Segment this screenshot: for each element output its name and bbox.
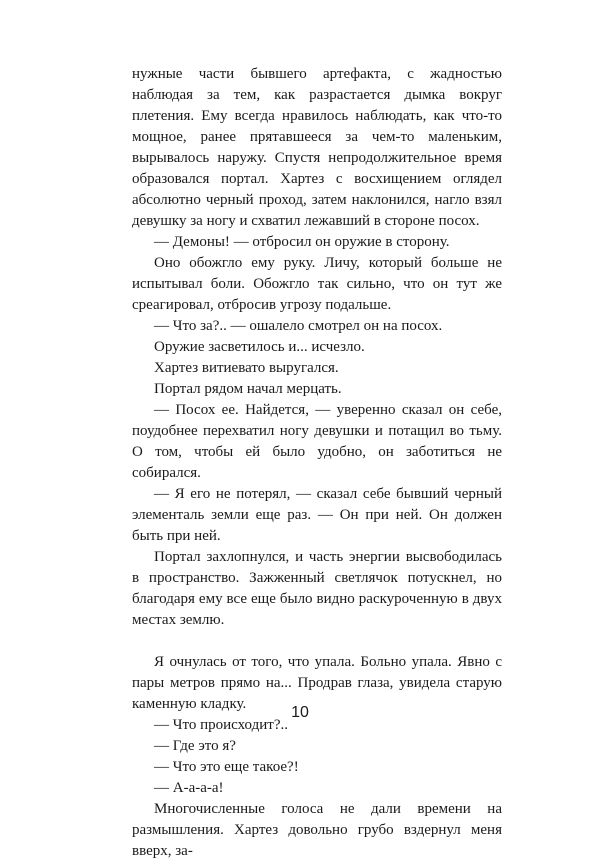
paragraph: Портал захлопнулся, и часть энергии высвободилась в пространство. Зажженный светлячок потускнел, но благодаря ему все еще было видно раскуроченную в двух местах землю.: [132, 549, 502, 628]
paragraph: Оно обожгло ему руку. Личу, который больше не испытывал боли. Обожгло так сильно, что он тут же среагировал, отбросив угрозу подальше.: [132, 255, 502, 313]
paragraph: — Что происходит?..: [154, 717, 288, 733]
paragraph: нужные части бывшего артефакта, с жадностью наблюдая за тем, как разрастается дымка вокруг плетения. Ему всегда нравилось наблюдать, как что-то мощное, ранее прятавшееся за чем-то маленьким, вырывалось наружу. Спустя непродолжительное время образовался портал. Хартез с восхищением оглядел абсолютно черный проход, затем наклонился, нагло взял девушку за ногу и схватил лежавший в стороне посох.: [132, 66, 502, 229]
page-number: 10: [291, 704, 309, 721]
paragraph: Многочисленные голоса не дали времени на размышления. Хартез довольно грубо вздернул меня вверх, за-: [132, 801, 502, 859]
paragraph: Оружие засветилось и... исчезло.: [154, 339, 365, 355]
paragraph: Хартез витиевато выругался.: [154, 360, 339, 376]
paragraph: Я очнулась от того, что упала. Больно упала. Явно с пары метров прямо на... Продрав глаза, увидела старую каменную кладку.: [132, 654, 502, 712]
paragraph: — А-а-а-а!: [154, 780, 224, 796]
page-body: [132, 64, 502, 862]
paragraph: — Демоны! — отбросил он оружие в сторону.: [154, 234, 450, 250]
paragraph: — Что это еще такое?!: [154, 759, 299, 775]
paragraph: — Я его не потерял, — сказал себе бывший черный элементаль земли еще раз. — Он при ней. Он должен быть при ней.: [132, 486, 502, 544]
paragraph: — Что за?.. — ошалело смотрел он на посох.: [154, 318, 443, 334]
paragraph: — Где это я?: [154, 738, 236, 754]
scene-break: [132, 631, 502, 652]
paragraph: Портал рядом начал мерцать.: [154, 381, 342, 397]
paragraph: — Посох ее. Найдется, — уверенно сказал он себе, поудобнее перехватил ногу девушки и потащил во тьму. О том, чтобы ей было удобно, он заботиться не собирался.: [132, 402, 502, 481]
